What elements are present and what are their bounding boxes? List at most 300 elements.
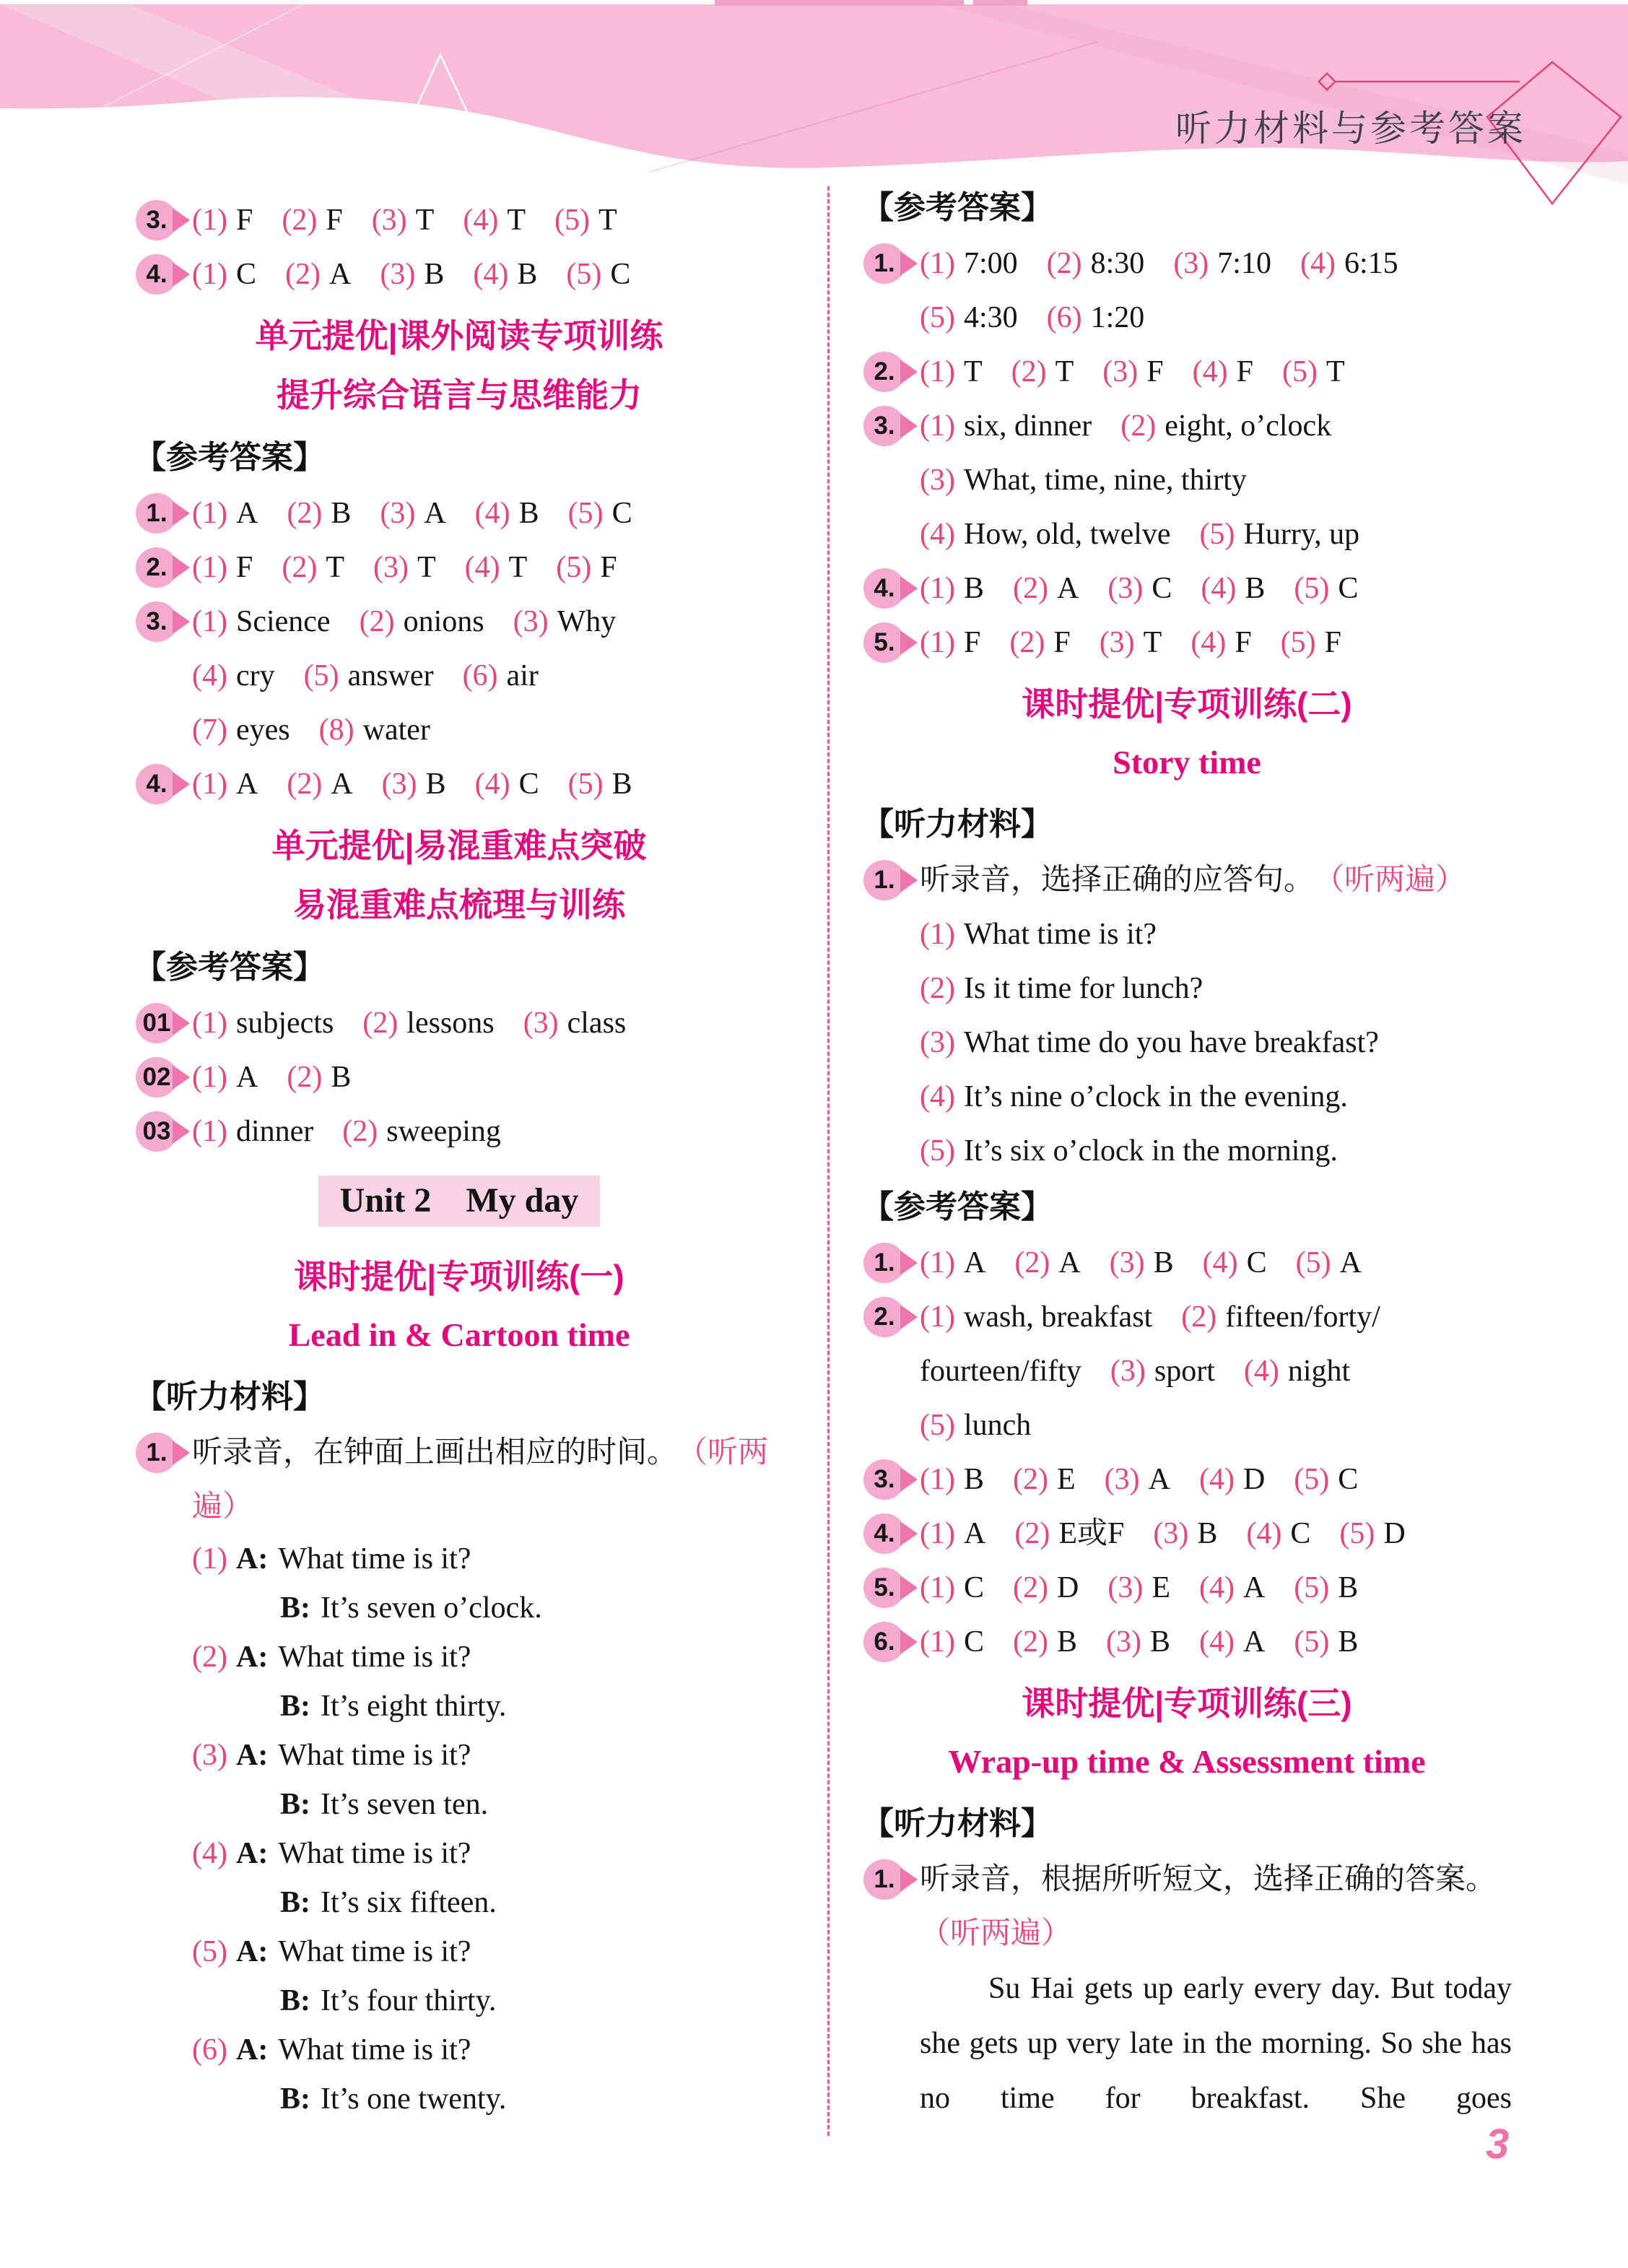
item-number-badge: 1.: [136, 1433, 178, 1473]
sub-index: (1): [920, 1246, 955, 1279]
answer-text: E或F: [1058, 1517, 1125, 1550]
content-line: [920, 1507, 1512, 1561]
sub-index: (5): [920, 1134, 955, 1168]
section-heading: [134, 816, 784, 934]
content-line: [192, 487, 784, 541]
section-heading-cn: 单元提优|易混重难点突破: [271, 827, 647, 864]
content-line: [192, 1976, 784, 2025]
answer-text: 听录音，在钟面上画出相应的时间。: [192, 1436, 678, 1469]
content-line: [920, 1124, 1512, 1178]
sub-index: (3): [1099, 626, 1135, 659]
sub-index: (4): [1246, 1517, 1282, 1550]
answer-text: A:: [235, 1542, 269, 1576]
item-number-badge: 1.: [863, 243, 905, 284]
sub-index: (8): [318, 713, 354, 747]
sub-index: (2): [362, 1007, 399, 1040]
answer-text: B: [611, 768, 632, 801]
sub-index: (3): [920, 1026, 955, 1059]
sub-index: (1): [192, 768, 227, 801]
answer-text: water: [362, 713, 430, 747]
section-label: 【听力材料】: [862, 1806, 1053, 1841]
item-number-badge: 2.: [136, 547, 178, 588]
sub-index: (2): [1181, 1300, 1217, 1334]
sub-index: (1): [192, 1061, 227, 1094]
content-line: [920, 1853, 1512, 1907]
section-heading-cn: 课时提优|专项训练(二): [1022, 685, 1352, 723]
answer-text: D: [1383, 1517, 1406, 1550]
answer-text: T: [1326, 355, 1345, 388]
sub-index: (2): [1009, 626, 1045, 659]
answer-text: night: [1287, 1355, 1351, 1388]
sub-index: (5): [920, 301, 955, 334]
left-column: [134, 194, 784, 2124]
sub-index: (2): [1120, 409, 1157, 443]
answer-text: 7:10: [1217, 247, 1271, 280]
item-number-badge: 4.: [863, 568, 905, 609]
answer-text: A:: [235, 1837, 269, 1870]
sub-index: (1): [920, 355, 955, 388]
answer-item: [134, 541, 784, 595]
answer-text: What time is it?: [278, 1641, 471, 1674]
answer-text: It’s six fifteen.: [321, 1886, 497, 1919]
sub-index: (4): [1300, 247, 1336, 280]
sub-index: (1): [192, 497, 227, 530]
answer-item: [134, 1426, 784, 2124]
item-number-badge: 01: [136, 1003, 178, 1043]
sub-index: (5): [1339, 1517, 1375, 1550]
sub-index: (5): [554, 204, 590, 237]
answer-text: C: [235, 258, 256, 291]
answer-text: onions: [403, 605, 484, 638]
answer-text: T: [1143, 626, 1162, 659]
page-number: 3: [1486, 2121, 1510, 2168]
sub-index: (1): [920, 1463, 955, 1496]
sub-index: (2): [287, 768, 323, 801]
answer-text: T: [598, 204, 617, 237]
sub-index: (5): [303, 659, 339, 692]
sub-index: (3): [1107, 1571, 1144, 1604]
sub-index: (3): [513, 605, 549, 638]
sub-index: (1): [920, 1300, 955, 1334]
answer-text: 遍）: [192, 1490, 253, 1524]
sub-index: (2): [1013, 572, 1048, 605]
item-number-badge: 2.: [863, 1297, 905, 1337]
section-label: 【听力材料】: [862, 807, 1053, 842]
item-number-badge: 1.: [136, 493, 178, 534]
sub-index: (3): [371, 204, 407, 237]
answer-text: B: [1245, 572, 1266, 605]
answer-text: B: [517, 258, 538, 291]
answer-text: A: [328, 258, 352, 291]
content-line: [920, 562, 1512, 616]
sub-index: (4): [1201, 572, 1237, 605]
sub-index: (1): [192, 1115, 227, 1148]
sub-index: (2): [1013, 1625, 1048, 1659]
answer-text: B:: [280, 1591, 310, 1625]
sub-index: (3): [380, 258, 416, 291]
sub-index: (1): [192, 605, 227, 638]
answer-item: [862, 1290, 1512, 1453]
answer-text: B: [518, 497, 539, 530]
sub-index: (1): [192, 1007, 227, 1040]
answer-item: [134, 194, 784, 248]
section-heading-cn: 课时提优|专项训练(三): [1022, 1685, 1352, 1722]
sub-index: (5): [1294, 572, 1330, 605]
content-line: [192, 1105, 784, 1159]
answer-text: It’s seven ten.: [321, 1788, 489, 1821]
item-number-badge: 3.: [136, 200, 178, 240]
item-number-badge: 1.: [863, 860, 905, 900]
content-line: [192, 1878, 784, 1927]
answer-item: [862, 1561, 1512, 1615]
item-number-badge: 1.: [863, 1859, 905, 1900]
answer-text: B: [1153, 1246, 1174, 1279]
answer-text: A: [1058, 1246, 1081, 1279]
answer-text: lunch: [963, 1409, 1032, 1442]
sub-index: (1): [192, 204, 227, 237]
content-line: [920, 908, 1512, 962]
sub-index: (2): [1011, 355, 1047, 388]
section-heading: [862, 674, 1512, 791]
answer-item: [862, 853, 1512, 1178]
sub-index: (5): [1294, 1463, 1330, 1496]
content-line: [920, 1399, 1512, 1453]
answer-item: [134, 1051, 784, 1105]
answer-text: eight, o’clock: [1165, 409, 1332, 443]
sub-index: (4): [474, 497, 510, 530]
section-heading-cn: 提升综合语言与思维能力: [277, 376, 642, 414]
sub-index: (5): [1294, 1625, 1330, 1659]
sub-index: (3): [920, 464, 955, 497]
answer-text: 4:30: [963, 301, 1018, 334]
answer-text: What time is it?: [278, 2033, 471, 2067]
content-line: [920, 962, 1512, 1016]
sub-index: (2): [1013, 1463, 1048, 1496]
content-line: [192, 996, 784, 1051]
answer-text: 听录音，选择正确的应答句。: [920, 864, 1315, 897]
sub-index: (5): [1199, 518, 1235, 551]
sub-index: (5): [920, 1409, 955, 1442]
section-heading-en: Story time: [1113, 744, 1261, 781]
answer-text: F: [1236, 355, 1253, 388]
content-line: [192, 1780, 784, 1829]
answer-text: T: [1055, 355, 1074, 388]
item-number-badge: 3.: [136, 601, 178, 642]
sub-index: (4): [463, 204, 499, 237]
answer-text: lessons: [406, 1007, 495, 1040]
sub-index: (4): [474, 768, 510, 801]
sub-index: (1): [920, 1517, 955, 1550]
answer-text: six, dinner: [963, 409, 1092, 443]
answer-text: It’s four thirty.: [321, 1984, 497, 2017]
answer-text: （听两遍）: [1314, 864, 1466, 897]
answer-text: F: [1324, 626, 1342, 659]
sub-index: (4): [192, 659, 227, 692]
answer-text: C: [1338, 572, 1359, 605]
sub-index: (3): [1102, 355, 1139, 388]
answer-text: T: [963, 355, 983, 388]
answer-text: F: [1235, 626, 1252, 659]
answer-text: B:: [280, 1886, 310, 1919]
sub-index: (3): [523, 1007, 559, 1040]
item-number-badge: 1.: [863, 1243, 905, 1283]
sub-index: (4): [920, 518, 955, 551]
content-line: [192, 703, 784, 757]
answer-text: What time is it?: [278, 1739, 471, 1772]
answer-text: What time is it?: [278, 1935, 471, 1968]
answer-text: B: [1338, 1571, 1359, 1604]
answer-text: C: [1152, 572, 1172, 605]
column-divider: [827, 186, 830, 2136]
sub-index: (2): [920, 972, 955, 1005]
sub-index: (2): [1014, 1517, 1050, 1550]
sub-index: (3): [1107, 572, 1144, 605]
sub-index: (4): [473, 258, 509, 291]
answer-text: dinner: [235, 1115, 314, 1148]
content-line: [192, 1731, 784, 1780]
sub-index: (4): [1199, 1625, 1235, 1659]
answer-text: B:: [280, 1690, 310, 1723]
answer-text: A: [235, 1061, 258, 1094]
answer-text: T: [326, 551, 344, 584]
answer-text: （听两遍）: [920, 1917, 1072, 1950]
answer-text: A: [235, 497, 258, 530]
answer-text: cry: [235, 659, 275, 692]
sub-index: (3): [380, 497, 416, 530]
answer-text: C: [1246, 1246, 1267, 1279]
section-label: 【听力材料】: [134, 1379, 325, 1415]
sub-index: (2): [287, 1061, 323, 1094]
answer-text: eyes: [235, 713, 290, 747]
content-line: [920, 1344, 1512, 1399]
answer-text: Hurry, up: [1243, 518, 1360, 551]
sub-index: (2): [282, 551, 318, 584]
answer-text: B: [1056, 1625, 1077, 1659]
answer-text: What time is it?: [278, 1542, 471, 1576]
sub-index: (2): [1014, 1246, 1050, 1279]
sub-index: (6): [192, 2033, 227, 2067]
content-line: [920, 1907, 1512, 1961]
sub-index: (4): [1198, 1463, 1235, 1496]
sub-index: (5): [556, 551, 592, 584]
item-number-badge: 03: [136, 1111, 178, 1152]
section-heading-cn: 易混重难点梳理与训练: [293, 886, 625, 924]
content-line: [192, 1051, 784, 1105]
answer-item: [134, 1105, 784, 1159]
answer-text: A: [331, 768, 353, 801]
answer-item: [862, 237, 1512, 345]
sub-index: (3): [1109, 1246, 1145, 1279]
answer-text: air: [506, 659, 539, 692]
item-number-badge: 2.: [863, 352, 905, 392]
sub-index: (3): [1110, 1355, 1146, 1388]
sub-index: (3): [1173, 247, 1209, 280]
section-heading: [862, 1674, 1512, 1791]
answer-text: F: [1146, 355, 1164, 388]
answer-text: B: [1197, 1517, 1218, 1550]
answer-text: A: [424, 497, 446, 530]
answer-text: F: [235, 204, 253, 237]
answer-text: B: [424, 258, 445, 291]
answer-text: 1:20: [1090, 301, 1145, 334]
sub-index: (1): [192, 551, 227, 584]
answer-text: C: [518, 768, 539, 801]
sub-index: (4): [192, 1837, 227, 1870]
answer-text: A:: [235, 1641, 269, 1674]
answer-text: C: [1290, 1517, 1311, 1550]
header-top-strip: [715, 0, 964, 6]
answer-text: T: [417, 551, 436, 584]
sub-index: (5): [1280, 626, 1316, 659]
answer-text: F: [235, 551, 253, 584]
answer-text: B: [331, 497, 352, 530]
content-line: [192, 1829, 784, 1878]
item-number-badge: 02: [136, 1057, 178, 1098]
content-line: [192, 2074, 784, 2124]
sub-index: (3): [1106, 1625, 1141, 1659]
answer-text: 听录音，根据所听短文，选择正确的答案。: [920, 1863, 1497, 1896]
answer-text: class: [567, 1007, 627, 1040]
answer-text: F: [600, 551, 617, 584]
content-line: [920, 291, 1512, 345]
sub-index: (2): [342, 1115, 378, 1148]
sub-index: (5): [1295, 1246, 1331, 1279]
answer-text: B:: [280, 2082, 310, 2116]
answer-item: [134, 757, 784, 812]
answer-text: 6:15: [1344, 247, 1398, 280]
section-heading: [134, 306, 784, 425]
answer-item: [862, 1615, 1512, 1669]
answer-text: C: [611, 497, 632, 530]
item-number-badge: 4.: [863, 1513, 905, 1554]
right-column: [862, 179, 1512, 2126]
sub-index: (2): [282, 204, 318, 237]
answer-text: What time is it?: [963, 918, 1157, 951]
section-heading-cn: 课时提优|专项训练(一): [294, 1258, 624, 1295]
sub-index: (5): [1281, 355, 1318, 388]
section-label: 【参考答案】: [134, 440, 325, 475]
answer-text: T: [415, 204, 435, 237]
content-line: [920, 1615, 1512, 1669]
answer-text: B: [425, 768, 446, 801]
content-line: [192, 757, 784, 812]
answer-text: It’s nine o’clock in the evening.: [963, 1080, 1348, 1113]
sub-index: (5): [567, 497, 604, 530]
content-line: [192, 1927, 784, 1976]
content-line: [192, 1426, 784, 1480]
answer-text: It’s seven o’clock.: [321, 1591, 542, 1625]
content-line: [192, 1534, 784, 1583]
sub-index: (4): [920, 1080, 955, 1113]
page-title: 听力材料与参考答案: [1175, 108, 1526, 149]
answer-text: A:: [235, 1935, 269, 1968]
answer-text: 8:30: [1090, 247, 1145, 280]
section-heading-cn: 单元提优|课外阅读专项训练: [255, 317, 663, 355]
answer-text: B:: [280, 1788, 310, 1821]
answer-text: 7:00: [963, 247, 1018, 280]
content-line: [920, 1290, 1512, 1344]
item-number-badge: 5.: [863, 1568, 905, 1608]
content-line: [920, 1070, 1512, 1124]
answer-text: It’s one twenty.: [321, 2082, 507, 2116]
answer-text: How, old, twelve: [963, 518, 1171, 551]
sub-index: (2): [192, 1641, 227, 1674]
answer-item: [134, 996, 784, 1051]
sub-index: (1): [920, 409, 955, 443]
sub-index: (3): [1104, 1463, 1140, 1496]
sub-index: (3): [192, 1739, 227, 1772]
sub-index: (2): [287, 497, 323, 530]
section-heading: [134, 1247, 784, 1364]
answer-text: A:: [235, 1739, 269, 1772]
content-line: [920, 508, 1512, 562]
item-number-badge: 4.: [136, 254, 178, 295]
sub-index: (5): [1294, 1571, 1330, 1604]
content-line: [192, 194, 784, 248]
sub-index: (3): [373, 551, 409, 584]
sub-index: (4): [1202, 1246, 1238, 1279]
section-label: 【参考答案】: [862, 1189, 1053, 1225]
sub-index: (4): [1198, 1571, 1235, 1604]
answer-text: Why: [557, 605, 617, 638]
section-label: 【参考答案】: [862, 190, 1053, 225]
item-number-badge: 5.: [863, 622, 905, 663]
answer-text: B:: [280, 1984, 310, 2017]
sub-index: (4): [1190, 626, 1227, 659]
sub-index: (2): [285, 258, 321, 291]
item-number-badge: 3.: [863, 1459, 905, 1500]
answer-text: F: [1053, 626, 1071, 659]
answer-text: C: [963, 1571, 984, 1604]
answer-text: What, time, nine, thirty: [963, 464, 1247, 497]
answer-item: [134, 248, 784, 302]
content-line: [920, 853, 1512, 908]
answer-text: F: [326, 204, 343, 237]
sub-index: (1): [920, 1571, 955, 1604]
content-line: [920, 453, 1512, 508]
content-line: [920, 1016, 1512, 1070]
content-line: [192, 248, 784, 302]
answer-text: A: [235, 768, 258, 801]
answer-text: wash, breakfast: [963, 1300, 1153, 1334]
sub-index: (4): [464, 551, 500, 584]
answer-item: [862, 616, 1512, 670]
sub-index: (4): [1192, 355, 1228, 388]
sub-index: (2): [1013, 1571, 1048, 1604]
sub-index: (3): [381, 768, 417, 801]
answer-text: A: [1242, 1571, 1266, 1604]
sub-index: (5): [192, 1935, 227, 1968]
answer-text: What time do you have breakfast?: [963, 1026, 1379, 1059]
answer-text: A: [1056, 572, 1079, 605]
answer-text: A: [1339, 1246, 1362, 1279]
sub-index: (4): [1243, 1355, 1279, 1388]
content-line: [192, 1583, 784, 1633]
content-line: [192, 1682, 784, 1731]
content-line: [920, 237, 1512, 291]
section-label: 【参考答案】: [134, 950, 325, 985]
sub-index: (6): [462, 659, 498, 692]
content-line: [192, 649, 784, 703]
answer-item: [862, 1853, 1512, 2126]
sub-index: (1): [920, 247, 955, 280]
content-line: [192, 1480, 784, 1534]
answer-item: [134, 487, 784, 541]
answer-item: [862, 562, 1512, 616]
answer-text: A: [963, 1246, 986, 1279]
unit-title-text: Unit 2 My day: [318, 1176, 601, 1227]
answer-text: D: [1242, 1463, 1266, 1496]
